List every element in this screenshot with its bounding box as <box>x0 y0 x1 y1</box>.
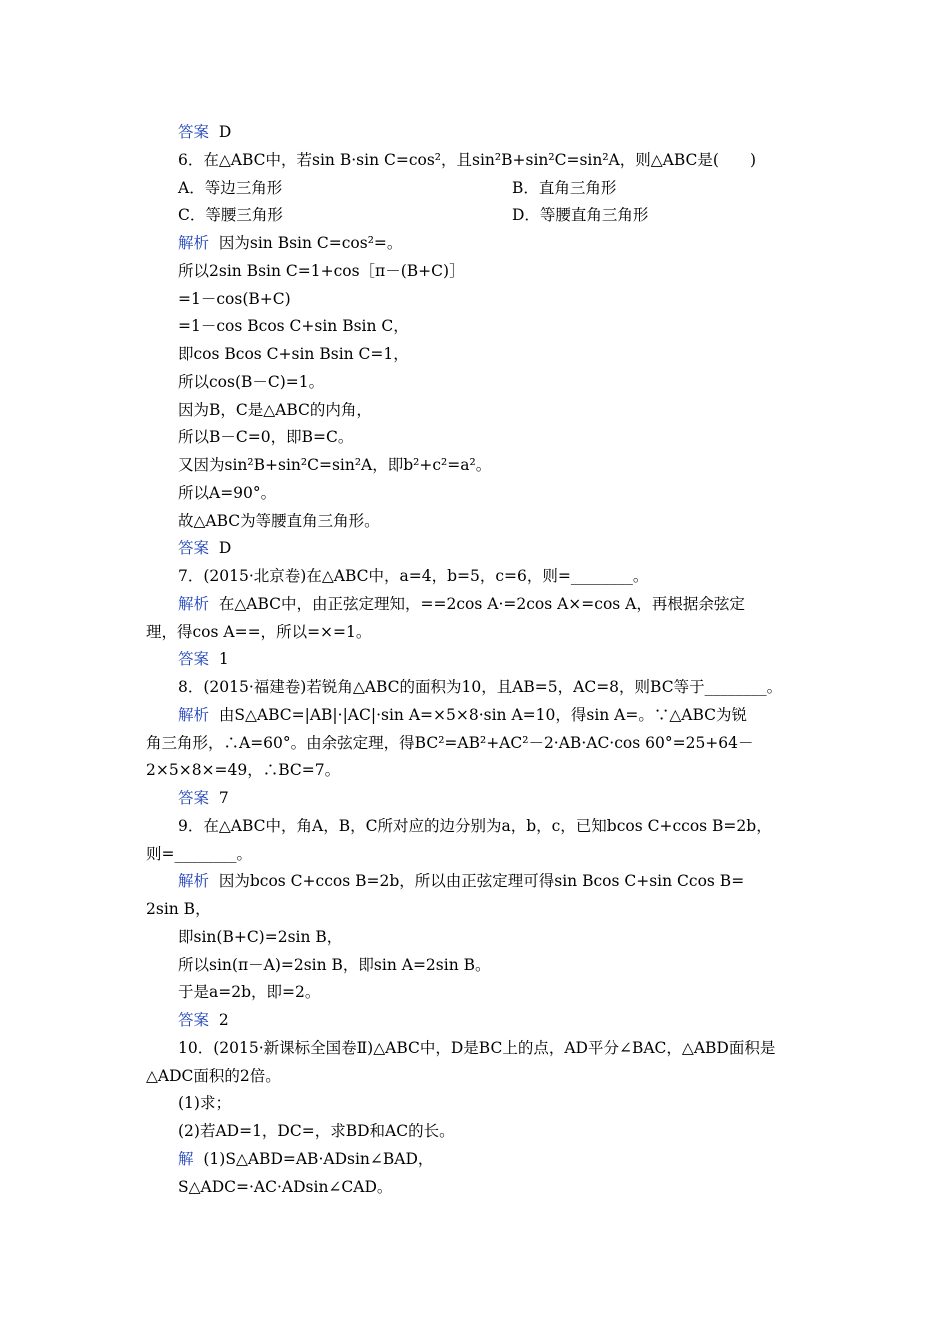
text-line <box>178 1149 433 1169</box>
line-text: 则=________。 <box>146 844 252 863</box>
line-text: 8．(2015·福建卷)若锐角△ABC的面积为10，且AB=5，AC=8，则BC等于________。 <box>178 678 783 696</box>
line-text: 所以B－C=0，即B=C。 <box>178 428 354 447</box>
line-text: △ADC面积的2倍。 <box>146 1066 281 1085</box>
line-text: 角三角形，∴A=60°。由余弦定理，得BC²=AB²+AC²－2·AB·AC·cos 60°=25+64－ <box>146 733 754 752</box>
line-text: 所以A=90°。 <box>178 483 277 502</box>
choice-option: D．等腰直角三角形 <box>512 206 649 225</box>
text-line <box>178 594 745 614</box>
line-text: 1 <box>209 650 229 669</box>
text-line <box>178 538 231 558</box>
section-label: 答案 <box>178 650 210 669</box>
text-line <box>178 1093 231 1113</box>
text-line <box>178 455 491 475</box>
text-line <box>178 511 380 531</box>
line-text: 因为B，C是△ABC的内角， <box>178 400 372 419</box>
line-text: 于是a=2b，即=2。 <box>178 983 321 1002</box>
section-label: 答案 <box>178 1011 210 1029</box>
line-text: 即sin(B+C)=2sin B， <box>178 927 343 946</box>
line-text: 故△ABC为等腰直角三角形。 <box>178 511 380 530</box>
text-line <box>178 982 320 1002</box>
text-line <box>146 1066 281 1086</box>
line-text: S△ADC=·AC·ADsin∠CAD。 <box>178 1177 393 1196</box>
text-line <box>178 677 782 697</box>
text-line <box>178 927 342 947</box>
line-text: D <box>209 123 232 141</box>
line-text: (1)S△ABD=AB·ADsin∠BAD， <box>193 1149 434 1168</box>
text-line <box>178 1177 392 1197</box>
choice-option: B．直角三角形 <box>512 178 617 197</box>
text-line <box>178 788 229 808</box>
text-line <box>178 955 491 975</box>
text-line <box>178 871 744 891</box>
text-line <box>178 316 409 336</box>
section-label: 解析 <box>178 234 210 252</box>
section-label: 解析 <box>178 594 210 613</box>
text-line <box>178 816 772 836</box>
text-line <box>178 233 402 253</box>
line-text: 9．在△ABC中，角A，B，C所对应的边分别为a，b，c，已知bcos C+ccos B=2b， <box>178 816 772 835</box>
text-line <box>178 566 648 586</box>
text-line <box>178 150 756 170</box>
section-label: 答案 <box>178 539 210 558</box>
text-line <box>178 1038 775 1058</box>
text-line <box>178 344 409 364</box>
line-text: =1－cos(B+C) <box>178 289 291 308</box>
text-line <box>146 622 371 642</box>
line-text: 理，得cos A==，所以=×=1。 <box>146 622 372 641</box>
line-text: 所以sin(π－A)=2sin B，即sin A=2sin B。 <box>178 955 491 974</box>
choice-option: C．等腰三角形 <box>178 206 283 225</box>
line-text: 所以2sin Bsin C=1+cos［π－(B+C)］ <box>178 261 465 280</box>
text-line <box>146 760 340 780</box>
text-line <box>178 122 231 142</box>
text-line <box>178 400 372 420</box>
line-text: 因为sin Bsin C=cos²=。 <box>209 234 403 252</box>
text-line <box>178 427 353 447</box>
line-text: (2)若AD=1，DC=，求BD和AC的长。 <box>178 1122 455 1140</box>
text-line <box>178 705 747 725</box>
text-line <box>178 261 465 281</box>
text-line <box>146 844 252 864</box>
line-text: 6．在△ABC中，若sin B·sin C=cos²，且sin²B+sin²C=sin²A，则△ABC是( ) <box>178 150 756 169</box>
text-line <box>146 899 211 919</box>
line-text: 所以cos(B－C)=1。 <box>178 372 325 391</box>
section-label: 解析 <box>178 872 210 891</box>
line-text: 10．(2015·新课标全国卷Ⅱ)△ABC中，D是BC上的点，AD平分∠BAC，△ABD面积是 <box>178 1038 776 1057</box>
line-text: 在△ABC中，由正弦定理知，==2cos A·=2cos A×=cos A，再根据余弦定 <box>209 594 745 613</box>
line-text: 2×5×8×=49，∴BC=7。 <box>146 761 341 780</box>
text-line <box>178 1010 229 1030</box>
section-label: 答案 <box>178 789 210 807</box>
text-line <box>178 289 291 309</box>
line-text: 7 <box>209 789 229 807</box>
section-label: 答案 <box>178 123 210 141</box>
line-text: 2sin B， <box>146 900 211 918</box>
line-text: 又因为sin²B+sin²C=sin²A，即b²+c²=a²。 <box>178 456 492 474</box>
text-line <box>178 649 229 669</box>
line-text: 7．(2015·北京卷)在△ABC中，a=4，b=5，c=6，则=________。 <box>178 567 649 585</box>
line-text: 因为bcos C+ccos B=2b，所以由正弦定理可得sin Bcos C+sin Ccos B= <box>209 872 745 891</box>
section-label: 解 <box>178 1149 194 1168</box>
line-text: 2 <box>209 1011 229 1029</box>
text-line <box>178 372 324 392</box>
text-line <box>146 733 754 753</box>
choice-option: A．等边三角形 <box>178 178 283 197</box>
line-text: 由S△ABC=|AB|·|AC|·sin A=×5×8·sin A=10，得sin A=。∵△ABC为锐 <box>209 705 748 724</box>
text-line <box>178 483 276 503</box>
line-text: =1－cos Bcos C+sin Bsin C， <box>178 317 409 336</box>
line-text: (1)求； <box>178 1094 231 1113</box>
line-text: 即cos Bcos C+sin Bsin C=1， <box>178 345 409 363</box>
text-line <box>178 1121 455 1141</box>
section-label: 解析 <box>178 705 210 724</box>
line-text: D <box>209 539 232 558</box>
